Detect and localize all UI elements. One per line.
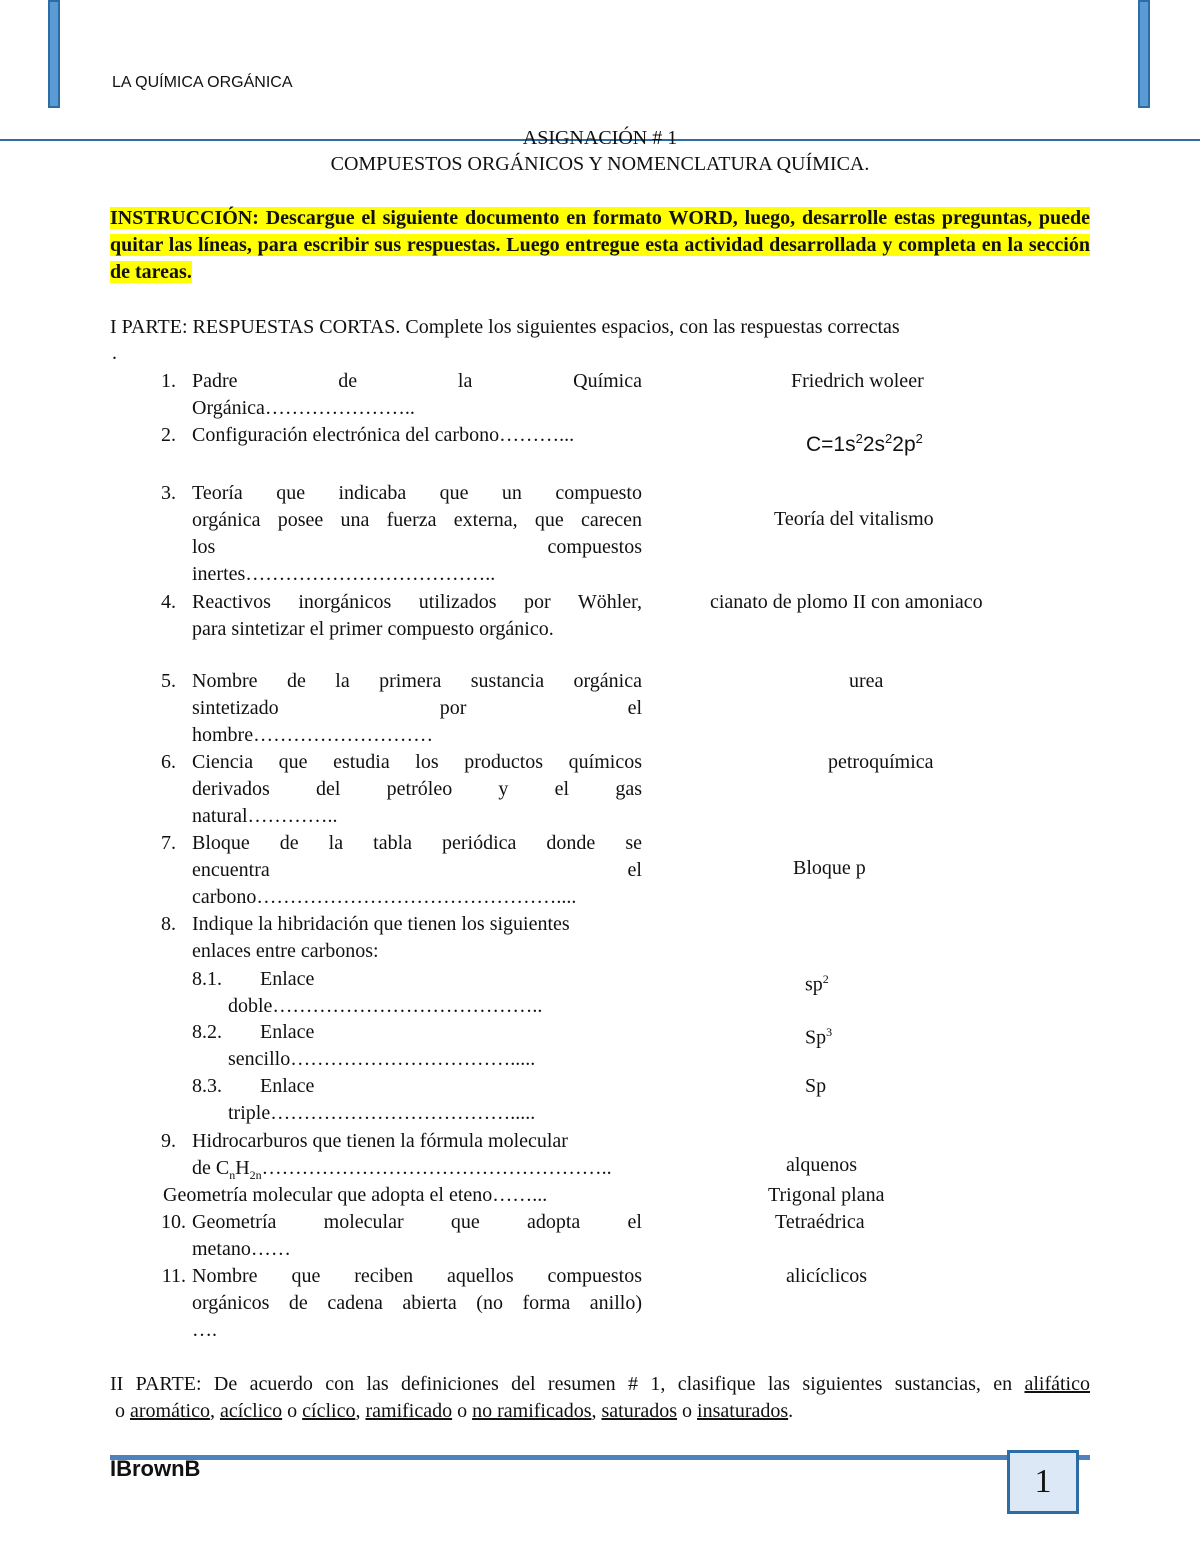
- connector-6: ,: [591, 1400, 602, 1422]
- item-11-answer: alicíclicos: [786, 1265, 868, 1287]
- item-5-answer: urea: [849, 670, 884, 692]
- item-8-question-line1: Indique la hibridación que tienen los siguientes: [192, 913, 570, 935]
- item-9-formula-sub-n: n: [229, 1168, 236, 1182]
- item-6-number: 6.: [161, 751, 176, 773]
- item-4-question-line2: para sintetizar el primer compuesto orgánico.: [192, 618, 554, 640]
- item-6-question-line1: Ciencia que estudia los productos químicos: [192, 751, 642, 773]
- connector-2: ,: [209, 1400, 220, 1422]
- item-8-2-answer-base: Sp: [805, 1026, 827, 1049]
- header-right-bar: [1138, 0, 1150, 108]
- connector-5: o: [452, 1400, 473, 1422]
- item-10-question-line2: metano……: [192, 1238, 291, 1260]
- item-9-formula-h: H: [235, 1157, 250, 1179]
- item-2-answer-sup2: 2: [885, 431, 893, 446]
- item-3-question-line3: los compuestos: [192, 536, 642, 558]
- item-11-question-line1: Nombre que reciben aquellos compuestos: [192, 1265, 642, 1287]
- item-8-2-answer: [805, 1019, 832, 1052]
- item-8-1-answer-base: sp: [805, 973, 823, 996]
- item-8-2-continuation: sencillo…………………………….....: [228, 1048, 536, 1070]
- item-9-formula-c: de C: [192, 1157, 230, 1179]
- term-no-ramificados: no ramificados: [472, 1400, 592, 1422]
- item-2-answer-mid2: 2p: [892, 433, 916, 456]
- item-2-answer-sup1: 2: [855, 431, 863, 446]
- item-1-answer: Friedrich woleer: [791, 370, 924, 392]
- item-9-formula-sub-2n: 2n: [249, 1168, 262, 1182]
- item-4-number: 4.: [161, 591, 176, 613]
- connector-4: ,: [355, 1400, 366, 1422]
- connector-1: o: [110, 1400, 130, 1422]
- item-6-question-line3: natural…………..: [192, 805, 338, 827]
- term-ciclico: cíclico: [302, 1400, 356, 1422]
- instruction-text: INSTRUCCIÓN: Descargue el siguiente documento en formato WORD, luego, desarrolle estas preguntas, puede quitar las líneas, para escribir sus respuestas. Luego entregue esta actividad desarrollada y completa en la sección de tareas.: [110, 207, 1090, 283]
- item-3-question-line4: inertes………………………………..: [192, 563, 496, 585]
- item-2-question: Configuración electrónica del carbono………...: [192, 424, 575, 446]
- item-8-3-continuation: triple……………………………….....: [228, 1102, 536, 1124]
- term-aromatico: aromático: [130, 1400, 210, 1422]
- item-10-number: 10.: [161, 1211, 186, 1233]
- connector-8: .: [788, 1400, 794, 1422]
- item-3-answer: Teoría del vitalismo: [774, 508, 934, 530]
- item-3-number: 3.: [161, 482, 176, 504]
- part2-intro: II PARTE: De acuerdo con las definiciones del resumen # 1, clasifique las siguientes sustancias, en: [110, 1373, 1013, 1395]
- term-alifatico: alifático: [1024, 1373, 1090, 1395]
- item-8-number: 8.: [161, 913, 176, 935]
- item-9-number: 9.: [161, 1130, 176, 1152]
- item-8-2-number: 8.2.: [192, 1021, 222, 1043]
- item-2-answer-base: C=1s: [806, 433, 856, 456]
- item-9-question-line1: Hidrocarburos que tienen la fórmula molecular: [192, 1130, 568, 1152]
- item-7-question-line1: Bloque de la tabla periódica donde se: [192, 832, 642, 854]
- header-left-bar: [48, 0, 60, 108]
- eteno-question: Geometría molecular que adopta el eteno……...: [163, 1184, 548, 1206]
- item-10-question-line1: Geometría molecular que adopta el: [192, 1211, 642, 1233]
- connector-7: o: [677, 1400, 698, 1422]
- item-2-answer: [806, 425, 923, 458]
- footer-author: IBrownB: [110, 1456, 201, 1481]
- item-8-3-answer: Sp: [805, 1075, 827, 1097]
- item-5-question-line3: hombre………………………: [192, 724, 434, 746]
- item-8-2-label: Enlace: [260, 1021, 315, 1043]
- item-1-question-line2: Orgánica…………………..: [192, 397, 415, 419]
- item-8-2-answer-sup: 3: [826, 1025, 833, 1039]
- term-aciclico: acíclico: [219, 1400, 283, 1422]
- assignment-subtitle: COMPUESTOS ORGÁNICOS Y NOMENCLATURA QUÍMICA.: [330, 153, 870, 175]
- part1-heading-dot: .: [112, 342, 117, 364]
- item-4-question-line1: Reactivos inorgánicos utilizados por Wöhler,: [192, 591, 642, 613]
- item-11-question-line2: orgánicos de cadena abierta (no forma anillo): [192, 1292, 642, 1314]
- item-8-question-line2: enlaces entre carbonos:: [192, 940, 379, 962]
- item-7-number: 7.: [161, 832, 176, 854]
- item-5-number: 5.: [161, 670, 176, 692]
- connector-3: o: [282, 1400, 303, 1422]
- item-3-question-line1: Teoría que indicaba que un compuesto: [192, 482, 642, 504]
- part1-heading: I PARTE: RESPUESTAS CORTAS. Complete los siguientes espacios, con las respuestas correctas: [110, 316, 900, 338]
- item-5-question-line2: sintetizado por el: [192, 697, 642, 719]
- item-6-question-line2: derivados del petróleo y el gas: [192, 778, 642, 800]
- item-8-1-continuation: doble…………………………………..: [228, 995, 543, 1017]
- item-7-question-line2: encuentra el: [192, 859, 642, 881]
- item-6-answer: petroquímica: [828, 751, 934, 773]
- item-2-answer-sup3: 2: [915, 431, 923, 446]
- item-11-question-line3: ….: [192, 1319, 217, 1341]
- running-header: LA QUÍMICA ORGÁNICA: [112, 74, 293, 91]
- item-9-dots: ……………………………………………..: [261, 1157, 612, 1179]
- part2-paragraph: [110, 1371, 1090, 1425]
- item-8-1-answer: [805, 966, 829, 999]
- item-8-3-label: Enlace: [260, 1075, 315, 1097]
- instruction-paragraph: [110, 205, 1090, 286]
- item-7-answer: Bloque p: [793, 857, 866, 879]
- item-7-question-line3: carbono………………………………………....: [192, 886, 577, 908]
- item-8-3-number: 8.3.: [192, 1075, 222, 1097]
- item-3-question-line2: orgánica posee una fuerza externa, que carecen: [192, 509, 642, 531]
- item-8-1-number: 8.1.: [192, 968, 222, 990]
- item-2-number: 2.: [161, 424, 176, 446]
- item-8-1-label: Enlace: [260, 968, 315, 990]
- term-saturados: saturados: [601, 1400, 678, 1422]
- footer-rule: [110, 1455, 1090, 1460]
- term-ramificado: ramificado: [365, 1400, 453, 1422]
- item-11-number: 11.: [161, 1265, 186, 1287]
- item-2-answer-mid1: 2s: [862, 433, 886, 456]
- item-4-answer: cianato de plomo II con amoniaco: [710, 591, 983, 613]
- item-9-answer: alquenos: [786, 1154, 858, 1176]
- page-number: 1: [1034, 1463, 1052, 1500]
- term-insaturados: insaturados: [697, 1400, 789, 1422]
- assignment-title: ASIGNACIÓN # 1: [522, 127, 678, 149]
- eteno-answer: Trigonal plana: [768, 1184, 885, 1206]
- item-10-answer: Tetraédrica: [775, 1211, 865, 1233]
- item-1-question-line1: Padre de la Química: [192, 370, 642, 392]
- item-1-number: 1.: [161, 370, 176, 392]
- item-8-1-answer-sup: 2: [822, 972, 829, 986]
- page-number-box: [1007, 1450, 1079, 1514]
- item-5-question-line1: Nombre de la primera sustancia orgánica: [192, 670, 642, 692]
